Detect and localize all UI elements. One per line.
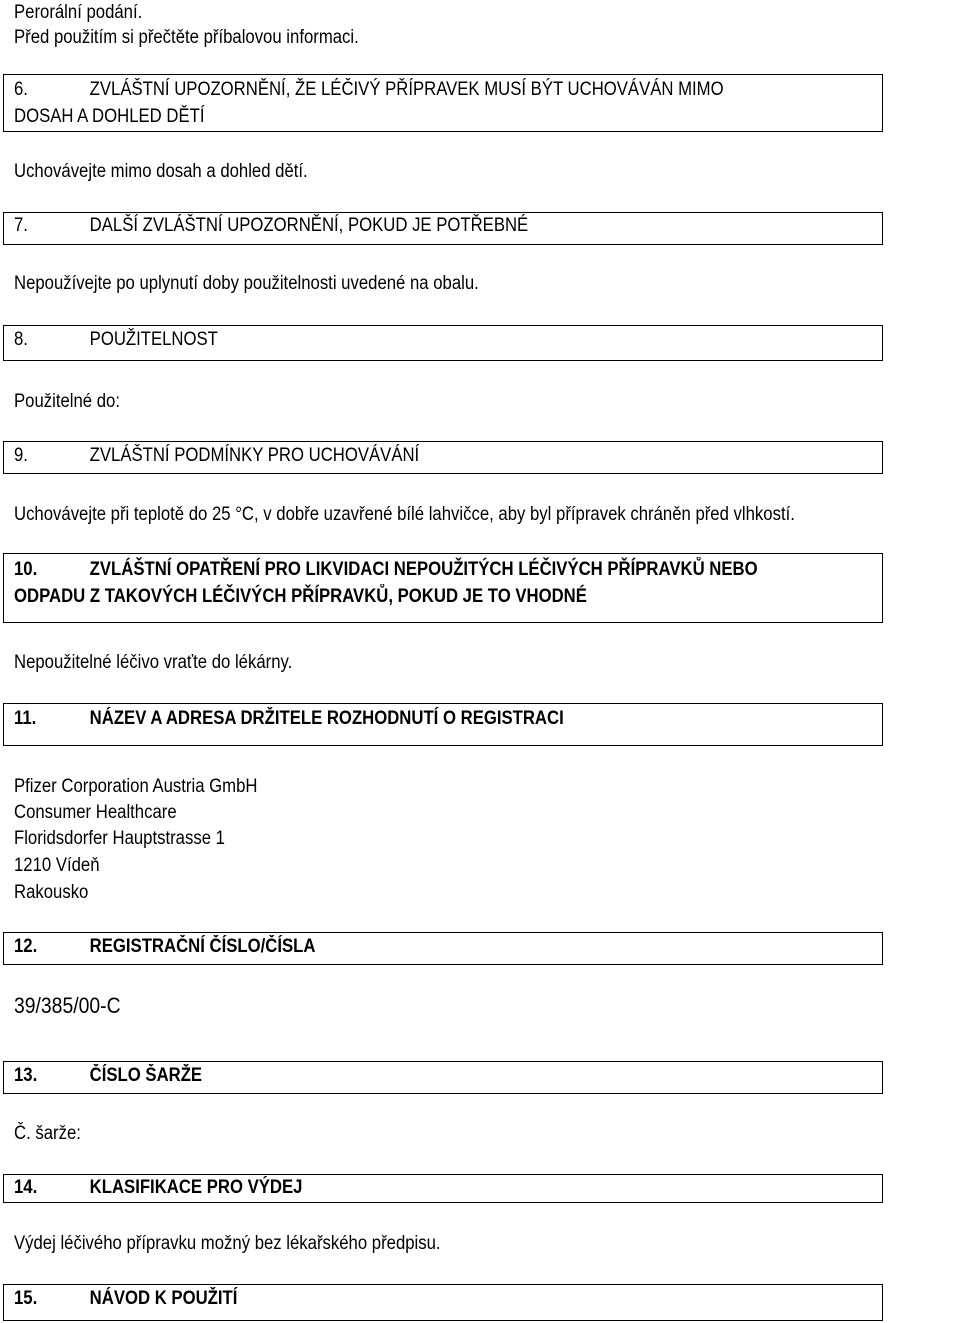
section-11-title: NÁZEV A ADRESA DRŽITELE ROZHODNUTÍ O REGISTRACI (89, 708, 564, 729)
section-8-number: 8. (14, 329, 28, 350)
section-9-body: Uchovávejte při teplotě do 25 °C, v dobře uzavřené bílé lahvičce, aby byl přípravek chráněn před vlhkostí. (14, 504, 795, 525)
holder-street: Floridsdorfer Hauptstrasse 1 (14, 828, 225, 849)
section-12-number: 12. (14, 936, 38, 957)
section-15-heading (14, 1285, 237, 1312)
section-9-title: ZVLÁŠTNÍ PODMÍNKY PRO UCHOVÁVÁNÍ (89, 445, 420, 466)
section-14-title: KLASIFIKACE PRO VÝDEJ (89, 1177, 303, 1198)
section-6-body: Uchovávejte mimo dosah a dohled dětí. (14, 161, 308, 182)
section-6-title-line2: DOSAH A DOHLED DĚTÍ (14, 106, 205, 127)
section-11-heading (14, 705, 564, 732)
holder-city: 1210 Vídeň (14, 855, 100, 876)
holder-country: Rakousko (14, 882, 89, 903)
registration-number: 39/385/00-C (14, 993, 121, 1018)
section-12-heading (14, 933, 315, 960)
section-10-body: Nepoužitelné léčivo vraťte do lékárny. (14, 652, 293, 673)
section-9-number: 9. (14, 445, 28, 466)
section-6-title-line1: ZVLÁŠTNÍ UPOZORNĚNÍ, ŽE LÉČIVÝ PŘÍPRAVEK MUSÍ BÝT UCHOVÁVÁN MIMO (89, 79, 724, 100)
section-13-heading (14, 1062, 202, 1089)
section-8-body: Použitelné do: (14, 391, 120, 412)
section-7-number: 7. (14, 215, 28, 236)
section-15-title: NÁVOD K POUŽITÍ (89, 1288, 238, 1309)
section-15-number: 15. (14, 1288, 38, 1309)
section-10-title-line1: ZVLÁŠTNÍ OPATŘENÍ PRO LIKVIDACI NEPOUŽITÝCH LÉČIVÝCH PŘÍPRAVKŮ NEBO (89, 559, 758, 580)
section-9-heading (14, 442, 419, 469)
section-7-title: DALŠÍ ZVLÁŠTNÍ UPOZORNĚNÍ, POKUD JE POTŘEBNÉ (89, 215, 529, 236)
section-10-title-line2: ODPADU Z TAKOVÝCH LÉČIVÝCH PŘÍPRAVKŮ, POKUD JE TO VHODNÉ (14, 586, 587, 607)
section-13-title: ČÍSLO ŠARŽE (89, 1065, 203, 1086)
section-7-heading (14, 212, 528, 239)
section-6-number: 6. (14, 79, 28, 100)
batch-number-label: Č. šarže: (14, 1123, 81, 1144)
section-11-number: 11. (14, 708, 37, 729)
section-12-title: REGISTRAČNÍ ČÍSLO/ČÍSLA (89, 936, 316, 957)
section-10-heading (14, 556, 758, 583)
route-of-administration: Perorální podání. (14, 2, 143, 23)
read-leaflet-notice: Před použitím si přečtěte příbalovou informaci. (14, 27, 359, 48)
section-8-heading (14, 326, 218, 353)
section-14-heading (14, 1174, 302, 1201)
section-14-body: Výdej léčivého přípravku možný bez lékařského předpisu. (14, 1233, 441, 1254)
holder-division: Consumer Healthcare (14, 802, 177, 823)
holder-name: Pfizer Corporation Austria GmbH (14, 776, 258, 797)
section-8-title: POUŽITELNOST (89, 329, 218, 350)
section-14-number: 14. (14, 1177, 38, 1198)
section-13-number: 13. (14, 1065, 38, 1086)
section-7-body: Nepoužívejte po uplynutí doby použitelnosti uvedené na obalu. (14, 273, 479, 294)
section-10-number: 10. (14, 559, 38, 580)
section-6-heading (14, 76, 724, 103)
